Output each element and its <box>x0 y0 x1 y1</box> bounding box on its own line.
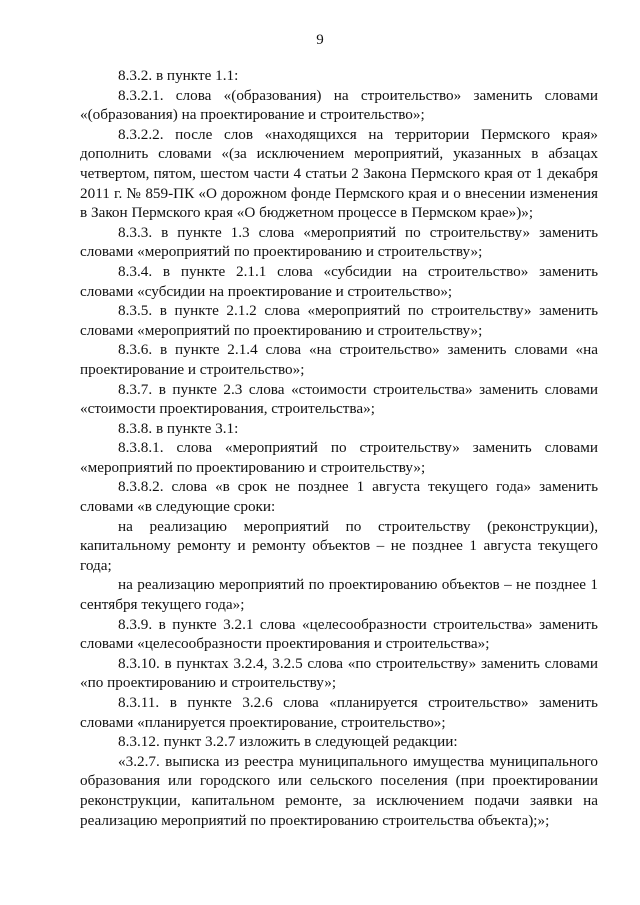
paragraph-8-3-2-1: 8.3.2.1. слова «(образования) на строительство» заменить словами «(образования) на проектирование и строительство»; <box>80 86 598 124</box>
paragraph-8-3-2-2: 8.3.2.2. после слов «находящихся на территории Пермского края» дополнить словами «(за исключением мероприятий, указанных в абзацах четвертом, пятом, шестом части 4 статьи 2 Закона Пермского края от 1 декабря 2011 г. № 859-ПК «О дорожном фонде Пермского края и о внесении изменения в Закон Пермского края «О бюджетном процессе в Пермском крае»)»; <box>80 125 598 222</box>
paragraph-8-3-8: 8.3.8. в пункте 3.1: <box>118 419 239 437</box>
paragraph-8-3-5: 8.3.5. в пункте 2.1.2 слова «мероприятий по строительству» заменить словами «мероприятий по проектированию и строительству»; <box>80 302 598 339</box>
paragraph-8-3-11: 8.3.11. в пункте 3.2.6 слова «планируется строительство» заменить словами «планируется проектирование, строительство»; <box>80 694 598 731</box>
document-body <box>80 66 598 830</box>
paragraph-8-3-3: 8.3.3. в пункте 1.3 слова «мероприятий по строительству» заменить словами «мероприятий по проектированию и строительству»; <box>80 223 598 261</box>
paragraph-8-3-6: 8.3.6. в пункте 2.1.4 слова «на строительство» заменить словами «на проектирование и строительство»; <box>80 341 598 378</box>
paragraph-deadline-construction: на реализацию мероприятий по строительству (реконструкции), капитальному ремонту и ремонту объектов – не позднее 1 августа текущего года; <box>80 517 598 574</box>
paragraph-8-3-8-2: 8.3.8.2. слова «в срок не позднее 1 августа текущего года» заменить словами «в следующие сроки: <box>80 478 598 516</box>
paragraph-8-3-4: 8.3.4. в пункте 2.1.1 слова «субсидии на строительство» заменить словами «субсидии на проектирование и строительство»; <box>80 262 598 300</box>
paragraph-8-3-10: 8.3.10. в пунктах 3.2.4, 3.2.5 слова «по строительству» заменить словами «по проектированию и строительству»; <box>80 654 598 692</box>
paragraph-8-3-12: 8.3.12. пункт 3.2.7 изложить в следующей редакции: <box>118 733 458 751</box>
paragraph-3-2-7-text: «3.2.7. выписка из реестра муниципального имущества муниципального образования или городского или сельского поселения (при проектировании реконструкции, капитальном ремонте, за исключением подачи заявки на реализацию мероприятий по проектированию строительства объекта);»; <box>80 752 598 829</box>
paragraph-deadline-design: на реализацию мероприятий по проектированию объектов – не позднее 1 сентября текущего года»; <box>80 576 598 614</box>
paragraph-8-3-9: 8.3.9. в пункте 3.2.1 слова «целесообразности строительства» заменить словами «целесообразности проектирования и строительства»; <box>80 615 598 653</box>
paragraph-8-3-2: 8.3.2. в пункте 1.1: <box>118 67 239 84</box>
paragraph-8-3-7: 8.3.7. в пункте 2.3 слова «стоимости строительства» заменить словами «стоимости проектирования, строительства»; <box>80 380 598 418</box>
page-number: 9 <box>316 32 324 48</box>
paragraph-8-3-8-1: 8.3.8.1. слова «мероприятий по строительству» заменить словами «мероприятий по проектированию и строительству»; <box>80 439 598 476</box>
